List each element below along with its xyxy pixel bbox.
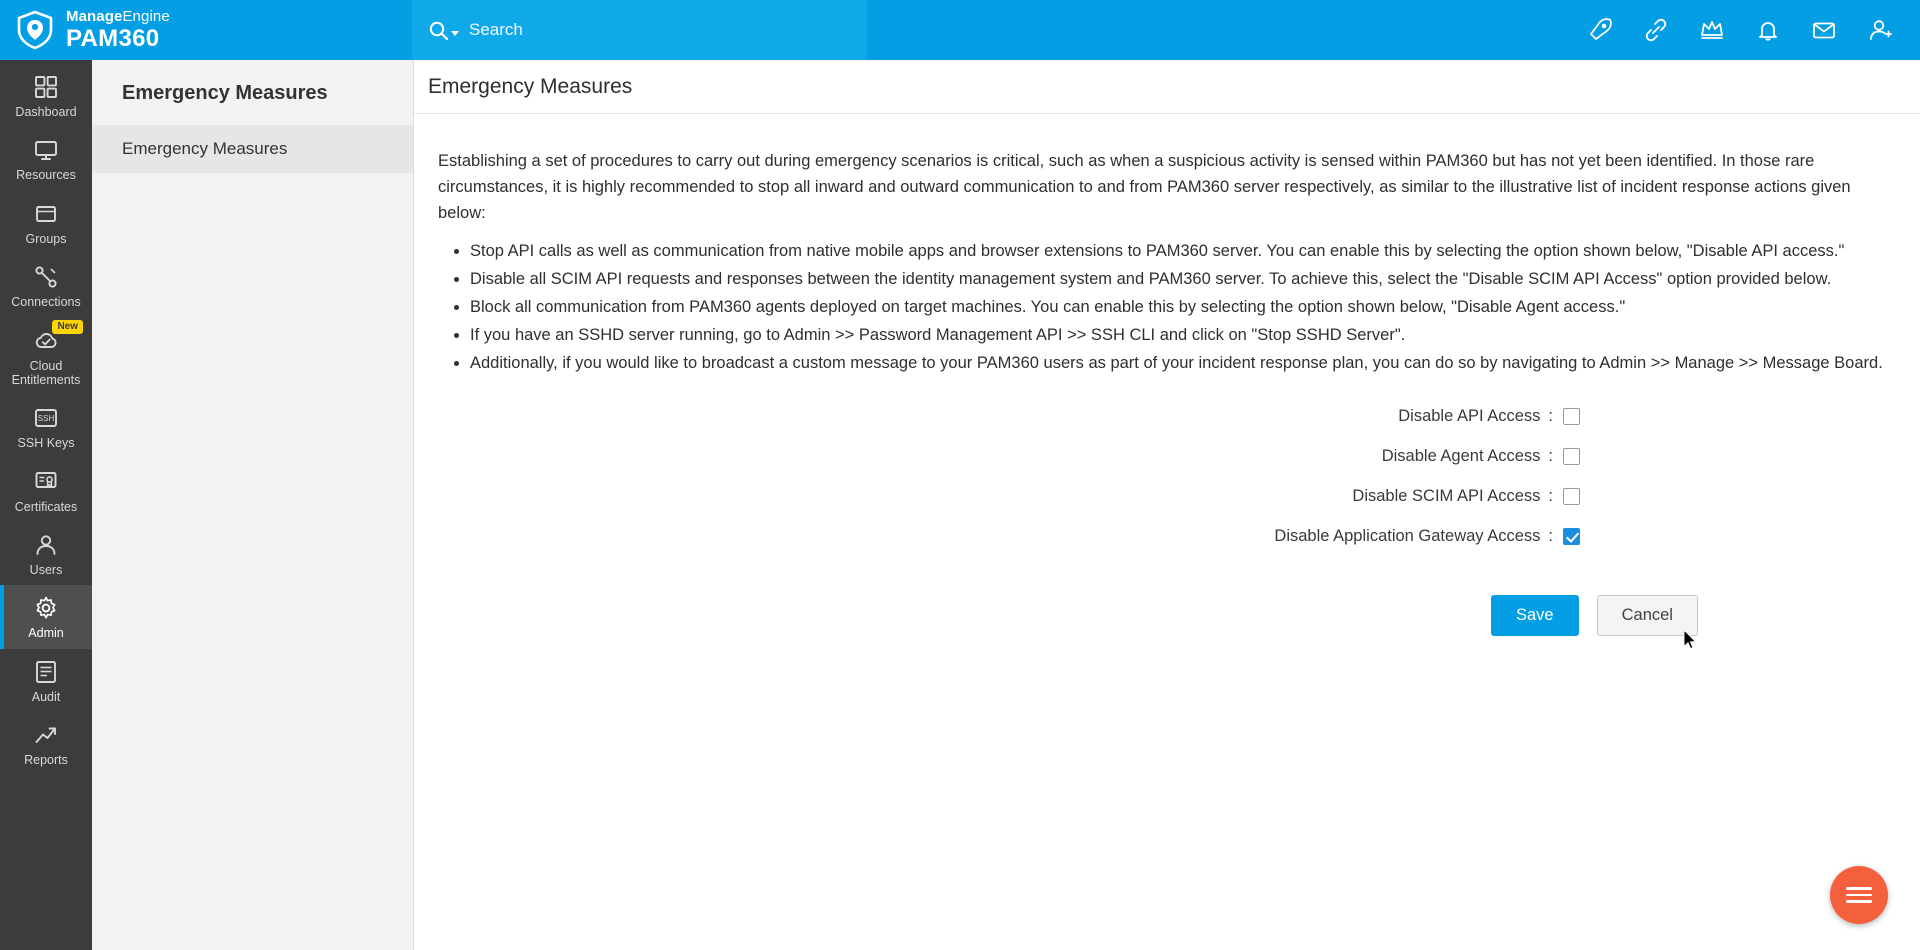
sidebar-item-label: Certificates [14,499,78,514]
form-buttons [428,595,1894,637]
disable-agent-access-checkbox[interactable] [1563,448,1580,465]
main-content [414,60,1920,950]
sidebar-item-label: Resources [16,168,76,183]
brand-logo-area[interactable] [0,0,412,60]
disable-api-access-label [428,407,1563,426]
list-item: • Disable all SCIM API requests and responses between the identity management system and PAM360 server. To achieve this, select the "Disable SCIM API Access" option provided below. [470,266,1894,292]
certificates-icon [33,469,59,495]
audit-icon [33,659,59,685]
users-icon [33,532,59,558]
link-icon[interactable] [1642,16,1670,44]
groups-icon [33,201,59,227]
disable-scim-api-access-checkbox[interactable] [1563,488,1580,505]
shield-logo-icon [14,9,56,51]
sidebar-item-cloud-entitlements[interactable] [0,318,92,396]
label-text: Disable Application Gateway Access [1274,526,1541,545]
sidebar-item-label: Dashboard [15,105,77,119]
ssh-keys-icon [33,405,59,431]
list-item: • Stop API calls as well as communication from native mobile apps and browser extensions to PAM360 server. You can enable this by selecting the option shown below, "Disable API access." [470,238,1894,264]
sidebar-item-label: Admin [28,626,64,641]
new-badge: New [52,320,83,334]
sidebar-item-certificates[interactable] [0,459,92,522]
gear-icon [33,595,59,621]
sidebar-item-label: SSH Keys [17,436,75,451]
label-text: Disable SCIM API Access [1352,486,1541,505]
crown-icon[interactable] [1698,16,1726,44]
body-row [0,60,1920,950]
form-row-disable-application-gateway-access [428,527,1894,546]
sidebar-item-reports[interactable] [0,712,92,775]
list-item: • Block all communication from PAM360 agents deployed on target machines. You can enable this by selecting the option shown below, "Disable Agent access." [470,294,1894,320]
sidebar-item-users[interactable] [0,522,92,585]
main-header [414,60,1920,114]
disable-application-gateway-access-label [428,527,1563,546]
brand-product: PAM360 [66,24,160,52]
list-item: • If you have an SSHD server running, go to Admin >> Password Management API >> SSH CLI and click on "Stop SSHD Server". [470,322,1894,348]
svg-text:SSH: SSH [37,414,55,424]
hamburger-icon [1846,883,1872,907]
emergency-measures-form [428,407,1894,637]
disable-application-gateway-access-checkbox[interactable] [1563,528,1580,545]
rocket-icon[interactable] [1586,16,1614,44]
cancel-button[interactable]: Cancel [1597,595,1698,637]
top-bar [0,0,1920,60]
label-colon: : [1548,526,1553,545]
resources-icon [33,137,59,163]
sidebar-item-label: Users [29,563,63,577]
search-input[interactable] [469,20,851,40]
sidebar-item-dashboard[interactable] [0,64,92,127]
left-nav [0,60,92,950]
main-body [414,114,1920,636]
sidebar-item-label: Connections [11,295,81,310]
disable-scim-api-access-label [428,487,1563,506]
label-text: Disable Agent Access [1381,446,1541,465]
list-item: • Additionally, if you would like to broadcast a custom message to your PAM360 users as part of your incident response plan, you can do so by navigating to Admin >> Manage >> Message Board. [470,350,1894,376]
form-row-disable-scim-api-access [428,487,1894,506]
search-bar[interactable] [412,0,867,60]
reports-icon [33,722,59,748]
brand-company-bold: Manage [66,8,123,26]
sidebar-item-admin[interactable] [0,585,92,648]
top-bar-spacer [867,0,1586,60]
disable-api-access-checkbox[interactable] [1563,408,1580,425]
label-text: Disable API Access [1398,406,1541,425]
secondary-nav-title: Emergency Measures [92,60,413,125]
sidebar-item-label: Groups [25,231,67,246]
top-bar-icons [1586,0,1920,60]
secondary-nav [92,60,414,950]
save-button[interactable]: Save [1491,595,1579,637]
incident-response-list [470,238,1894,376]
connections-icon [33,264,59,290]
bell-icon[interactable] [1754,16,1782,44]
label-colon: : [1548,486,1553,505]
sidebar-item-audit[interactable] [0,649,92,712]
form-row-disable-api-access [428,407,1894,426]
brand-text [66,9,170,51]
sidebar-item-label: Cloud Entitlements [11,358,81,387]
label-colon: : [1548,406,1553,425]
subnav-item-emergency-measures[interactable]: Emergency Measures [92,125,413,173]
sidebar-item-label: Reports [24,753,68,768]
disable-agent-access-label [428,447,1563,466]
user-account-icon[interactable] [1866,16,1894,44]
sidebar-item-ssh-keys[interactable] [0,395,92,458]
brand-company-light: Engine [122,8,170,26]
mail-icon[interactable] [1810,16,1838,44]
menu-fab-button[interactable] [1830,866,1888,924]
sidebar-item-groups[interactable] [0,191,92,254]
sidebar-item-label: Audit [31,689,61,704]
search-icon[interactable] [428,20,459,41]
intro-paragraph: Establishing a set of procedures to carry out during emergency scenarios is critical, such as when a suspicious activity is sensed within PAM360 but has not yet been identified. In those rare circumstances, it is highly recommended to stop all inward and outward communication to and from PAM360 server respectively, as similar to the illustrative list of incident response actions given below: [438,152,1851,223]
dashboard-icon [33,74,59,100]
sidebar-item-resources[interactable] [0,127,92,190]
chevron-down-icon[interactable] [451,31,459,36]
sidebar-item-connections[interactable] [0,254,92,317]
label-colon: : [1548,446,1553,465]
form-row-disable-agent-access [428,447,1894,466]
page-title: Emergency Measures [428,74,633,98]
